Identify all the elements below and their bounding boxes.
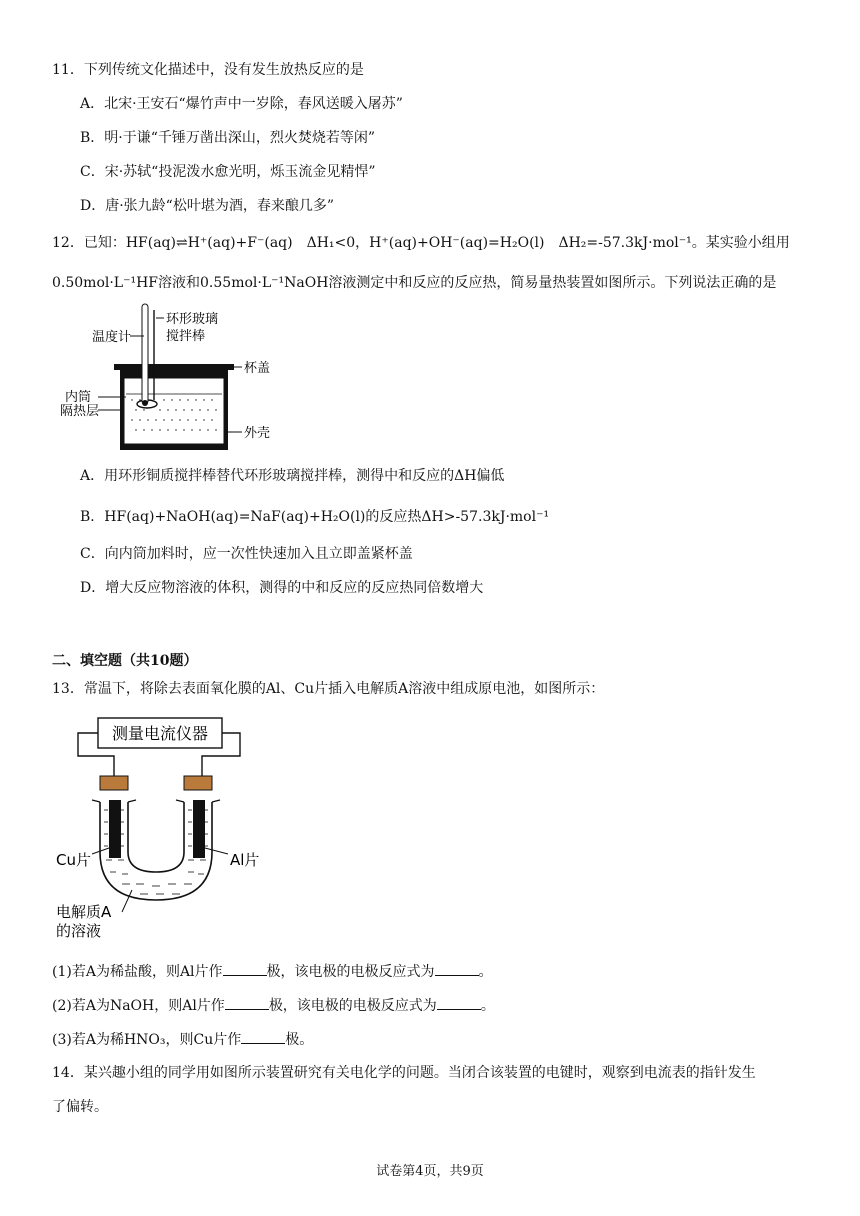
page-footer: 试卷第4页，共9页 <box>376 1164 484 1179</box>
label-cu-plate: Cu片 <box>56 851 91 869</box>
q13-sub1 <box>52 962 493 981</box>
cup-lid <box>114 364 234 370</box>
q13-sub1-part-b: 极，该电极的电极反应式为 <box>266 964 435 980</box>
answer-blank[interactable] <box>437 996 481 1010</box>
right-stopper <box>184 776 212 790</box>
section-title: 二、填空题（共10题） <box>52 653 198 669</box>
q13-sub3-part-a: (3)若A为稀HNO₃，则Cu片作 <box>52 1032 242 1048</box>
q11-option-a: A．北宋·王安石“爆竹声中一岁除，春风送暖入屠苏” <box>80 96 403 112</box>
q13-sub1-period: 。 <box>478 964 493 980</box>
cu-electrode <box>109 800 121 858</box>
label-insulation: 隔热层 <box>60 404 100 419</box>
q13-sub2-period: 。 <box>480 998 495 1014</box>
q12-option-c: C．向内筒加料时，应一次性快速加入且立即盖紧杯盖 <box>80 546 413 562</box>
answer-blank[interactable] <box>241 1030 285 1044</box>
thermometer <box>142 304 148 404</box>
q13-stem: 13．常温下，将除去表面氧化膜的Al、Cu片插入电解质A溶液中组成原电池，如图所示： <box>52 681 605 697</box>
label-stirrer-2: 搅拌棒 <box>166 329 206 344</box>
answer-blank[interactable] <box>225 996 269 1010</box>
label-shell: 外壳 <box>244 426 271 441</box>
al-electrode <box>193 800 205 858</box>
q14-line2: 了偏转。 <box>52 1099 108 1115</box>
label-lid: 杯盖 <box>244 361 271 376</box>
q13-sub3 <box>52 1030 313 1049</box>
q11-stem: 11．下列传统文化描述中，没有发生放热反应的是 <box>52 62 364 78</box>
u-tube-cell-figure <box>52 712 282 944</box>
answer-blank[interactable] <box>435 962 479 976</box>
label-stirrer-1: 环形玻璃 <box>166 312 219 327</box>
q12-stem-line1: 12．已知：HF(aq)⇌H⁺(aq)+F⁻(aq) ΔH₁<0，H⁺(aq)+OH⁻(aq)=H₂O(l) ΔH₂=-57.3kJ·mol⁻¹。某实验小组用 <box>52 235 790 251</box>
q13-sub2-part-a: (2)若A为NaOH，则Al片作 <box>52 998 225 1014</box>
q14-line1: 14．某兴趣小组的同学用如图所示装置研究有关电化学的问题。当闭合该装置的电键时，观察到电流表的指针发生 <box>52 1065 756 1081</box>
q13-sub2-part-b: 极，该电极的电极反应式为 <box>268 998 437 1014</box>
q13-sub1-part-a: (1)若A为稀盐酸，则Al片作 <box>52 964 223 980</box>
answer-blank[interactable] <box>223 962 267 976</box>
label-inner-cup: 内筒 <box>65 390 92 405</box>
q13-sub2 <box>52 996 495 1015</box>
q12-option-b: B．HF(aq)+NaOH(aq)=NaF(aq)+H₂O(l)的反应热ΔH>-57.3kJ·mol⁻¹ <box>80 509 550 525</box>
label-electrolyte-2: 的溶液 <box>56 922 102 940</box>
q11-option-c: C．宋·苏轼“投泥泼水愈光明，烁玉流金见精悍” <box>80 164 376 180</box>
left-stopper <box>100 776 128 790</box>
label-thermometer: 温度计 <box>92 330 132 345</box>
label-current-meter: 测量电流仪器 <box>111 724 209 743</box>
label-electrolyte-1: 电解质A <box>56 903 112 921</box>
q12-option-a: A．用环形铜质搅拌棒替代环形玻璃搅拌棒，测得中和反应的ΔH偏低 <box>80 468 505 484</box>
q11-option-b: B．明·于谦“千锤万凿出深山，烈火焚烧若等闲” <box>80 130 376 146</box>
q12-option-d: D．增大反应物溶液的体积，测得的中和反应的反应热同倍数增大 <box>80 580 484 596</box>
q12-stem-line2: 0.50mol·L⁻¹HF溶液和0.55mol·L⁻¹NaOH溶液测定中和反应的反应热，简易量热装置如图所示。下列说法正确的是 <box>52 275 777 291</box>
inner-cup <box>124 378 224 444</box>
calorimeter-figure <box>60 300 271 452</box>
label-al-plate: Al片 <box>230 851 260 869</box>
q11-option-d: D．唐·张九龄“松叶堪为酒，春来酿几多” <box>80 198 334 214</box>
q13-sub3-part-b: 极。 <box>285 1032 314 1048</box>
